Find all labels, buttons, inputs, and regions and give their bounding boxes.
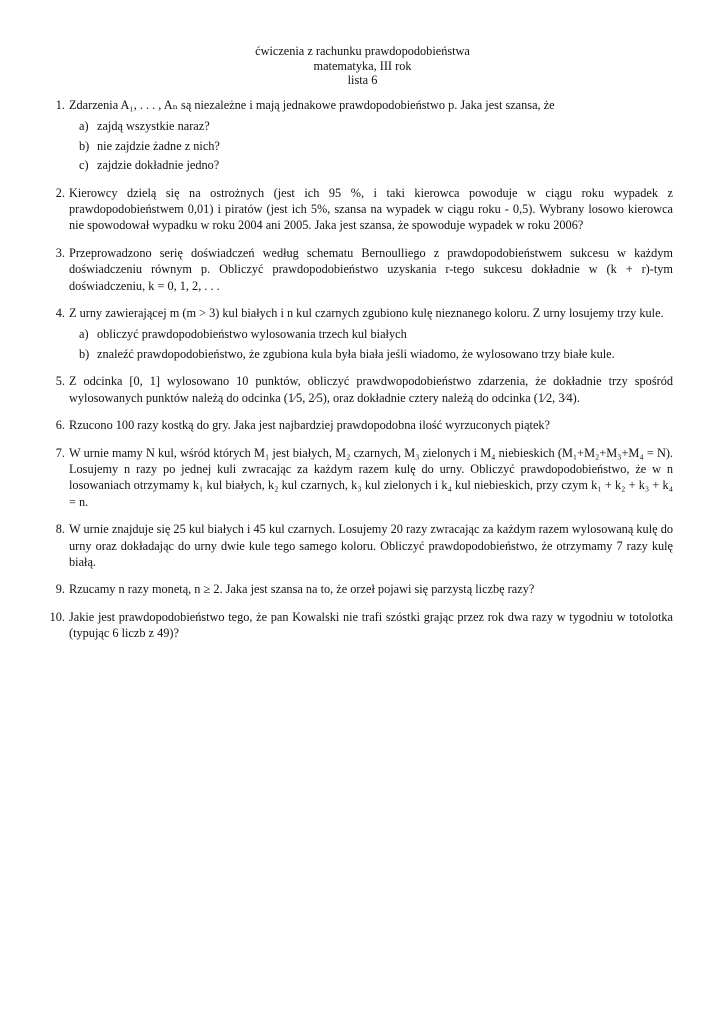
problem-3 bbox=[47, 245, 673, 294]
document-header bbox=[0, 44, 725, 88]
problem-number: 2. bbox=[55, 185, 65, 200]
problem-7 bbox=[47, 445, 673, 511]
problem-2 bbox=[47, 185, 673, 234]
problem-list bbox=[47, 97, 673, 653]
problem-number: 8. bbox=[55, 522, 65, 537]
sub-question-label: a) bbox=[79, 327, 89, 342]
problem-number: 7. bbox=[55, 445, 65, 460]
sub-question-text: obliczyć prawdopodobieństwo wylosowania trzech kul białych bbox=[97, 327, 407, 342]
list-number: lista 6 bbox=[347, 73, 378, 87]
problem-text: W urnie znajduje się 25 kul białych i 45 kul czarnych. Losujemy 20 razy zwracając za każdym razem wylosowaną kulę do urny oraz dokładając do urny dwie kule tego samego koloru. Obliczyć prawdopodobieństwo, że otrzymamy 7 razy kulę białą. bbox=[69, 522, 673, 569]
problem-text: Przeprowadzono serię doświadczeń według schematu Bernoulliego z prawdopodobieństwem sukcesu w każdym doświadczeniu równym p. Obliczyć prawdopodobieństwo uzyskania r-tego sukcesu dokładnie w (k + r)-tym doświadczeniu, k = 0, 1, 2, . . . bbox=[69, 245, 673, 293]
sub-question-text: znaleźć prawdopodobieństwo, że zgubiona kula była biała jeśli wiadomo, że wylosowano trzy białe kule. bbox=[97, 346, 615, 361]
sub-question-label: b) bbox=[79, 138, 90, 153]
course-subtitle: matematyka, III rok bbox=[313, 58, 412, 73]
problem-text: W urnie mamy N kul, wśród których M₁ jest białych, M₂ czarnych, M₃ zielonych i M₄ niebieskich (M₁+M₂+M₃+M₄ = N). Losujemy n razy po jednej kuli zwracając za każdym razem kulę do urny. Obliczyć prawdopodobieństwo, że w n losowaniach otrzymamy k₁ kul białych, k₂ kul czarnych, k₃ kul zielonych i k₄ kul niebieskich, przy czym k₁ + k₂ + k₃ + k₄ = n. bbox=[69, 445, 673, 509]
problem-number: 6. bbox=[55, 418, 65, 433]
sub-question-list bbox=[69, 118, 673, 173]
problem-number: 9. bbox=[55, 582, 65, 597]
sub-question-label: c) bbox=[79, 158, 89, 173]
sub-question-text: nie zajdzie żadne z nich? bbox=[97, 138, 220, 153]
problem-text: Z urny zawierającej m (m > 3) kul białych i n kul czarnych zgubiono kulę nieznanego koloru. Z urny losujemy trzy kule. bbox=[69, 306, 664, 321]
problem-6 bbox=[47, 417, 673, 433]
problem-number: 10. bbox=[49, 609, 65, 624]
problem-text: Jakie jest prawdopodobieństwo tego, że pan Kowalski nie trafi szóstki grając przez rok dwa razy w tygodniu w totolotka (typując 6 liczb z 49)? bbox=[69, 609, 673, 641]
problem-text: Kierowcy dzielą się na ostrożnych (jest ich 95 %, i taki kierowca powoduje w ciągu roku wypadek z prawdopodobieństwem 0,01) i piratów (jest ich 5%, szansa na wypadek w ciągu roku - 0,5). Wybrany losowo kierowca nie spowodował wypadku w roku 2004 ani 2005. Jaka jest szansa, że spowoduje wypadek w roku 2006? bbox=[69, 185, 673, 233]
problem-10 bbox=[47, 609, 673, 642]
sub-question bbox=[69, 346, 673, 362]
problem-8 bbox=[47, 521, 673, 570]
sub-question-text: zajdzie dokładnie jedno? bbox=[97, 158, 220, 173]
sub-question-label: b) bbox=[79, 346, 90, 361]
problem-number: 4. bbox=[55, 306, 65, 321]
sub-question-text: zajdą wszystkie naraz? bbox=[97, 119, 210, 134]
problem-number: 3. bbox=[55, 245, 65, 260]
problem-text: Rzucono 100 razy kostką do gry. Jaka jest najbardziej prawdopodobna ilość wyrzuconych piątek? bbox=[69, 418, 551, 433]
sub-question bbox=[69, 157, 673, 173]
sub-question-label: a) bbox=[79, 119, 89, 134]
problem-number: 1. bbox=[55, 98, 65, 112]
problem-number: 5. bbox=[55, 374, 65, 389]
sub-question bbox=[69, 118, 673, 134]
sub-question bbox=[69, 326, 673, 342]
problem-1 bbox=[47, 97, 673, 174]
problem-4 bbox=[47, 305, 673, 362]
sub-question-list bbox=[69, 326, 673, 362]
problem-text: Zdarzenia A₁, . . . , Aₙ są niezależne i mają jednakowe prawdopodobieństwo p. Jaka jest szansa, że bbox=[69, 98, 555, 112]
problem-text: Z odcinka [0, 1] wylosowano 10 punktów, obliczyć prawdwopodobieństwo zdarzenia, że dokładnie trzy spośród wylosowanych punktów należą do odcinka (1⁄5, 2⁄5), oraz dokładnie cztery należą do odcinka (1⁄2, 3⁄4). bbox=[69, 374, 673, 405]
problem-5 bbox=[47, 373, 673, 406]
problem-9 bbox=[47, 581, 673, 597]
course-title: ćwiczenia z rachunku prawdopodobieństwa bbox=[255, 44, 470, 58]
sub-question bbox=[69, 138, 673, 154]
problem-text: Rzucamy n razy monetą, n ≥ 2. Jaka jest szansa na to, że orzeł pojawi się parzystą liczbę razy? bbox=[69, 582, 535, 597]
